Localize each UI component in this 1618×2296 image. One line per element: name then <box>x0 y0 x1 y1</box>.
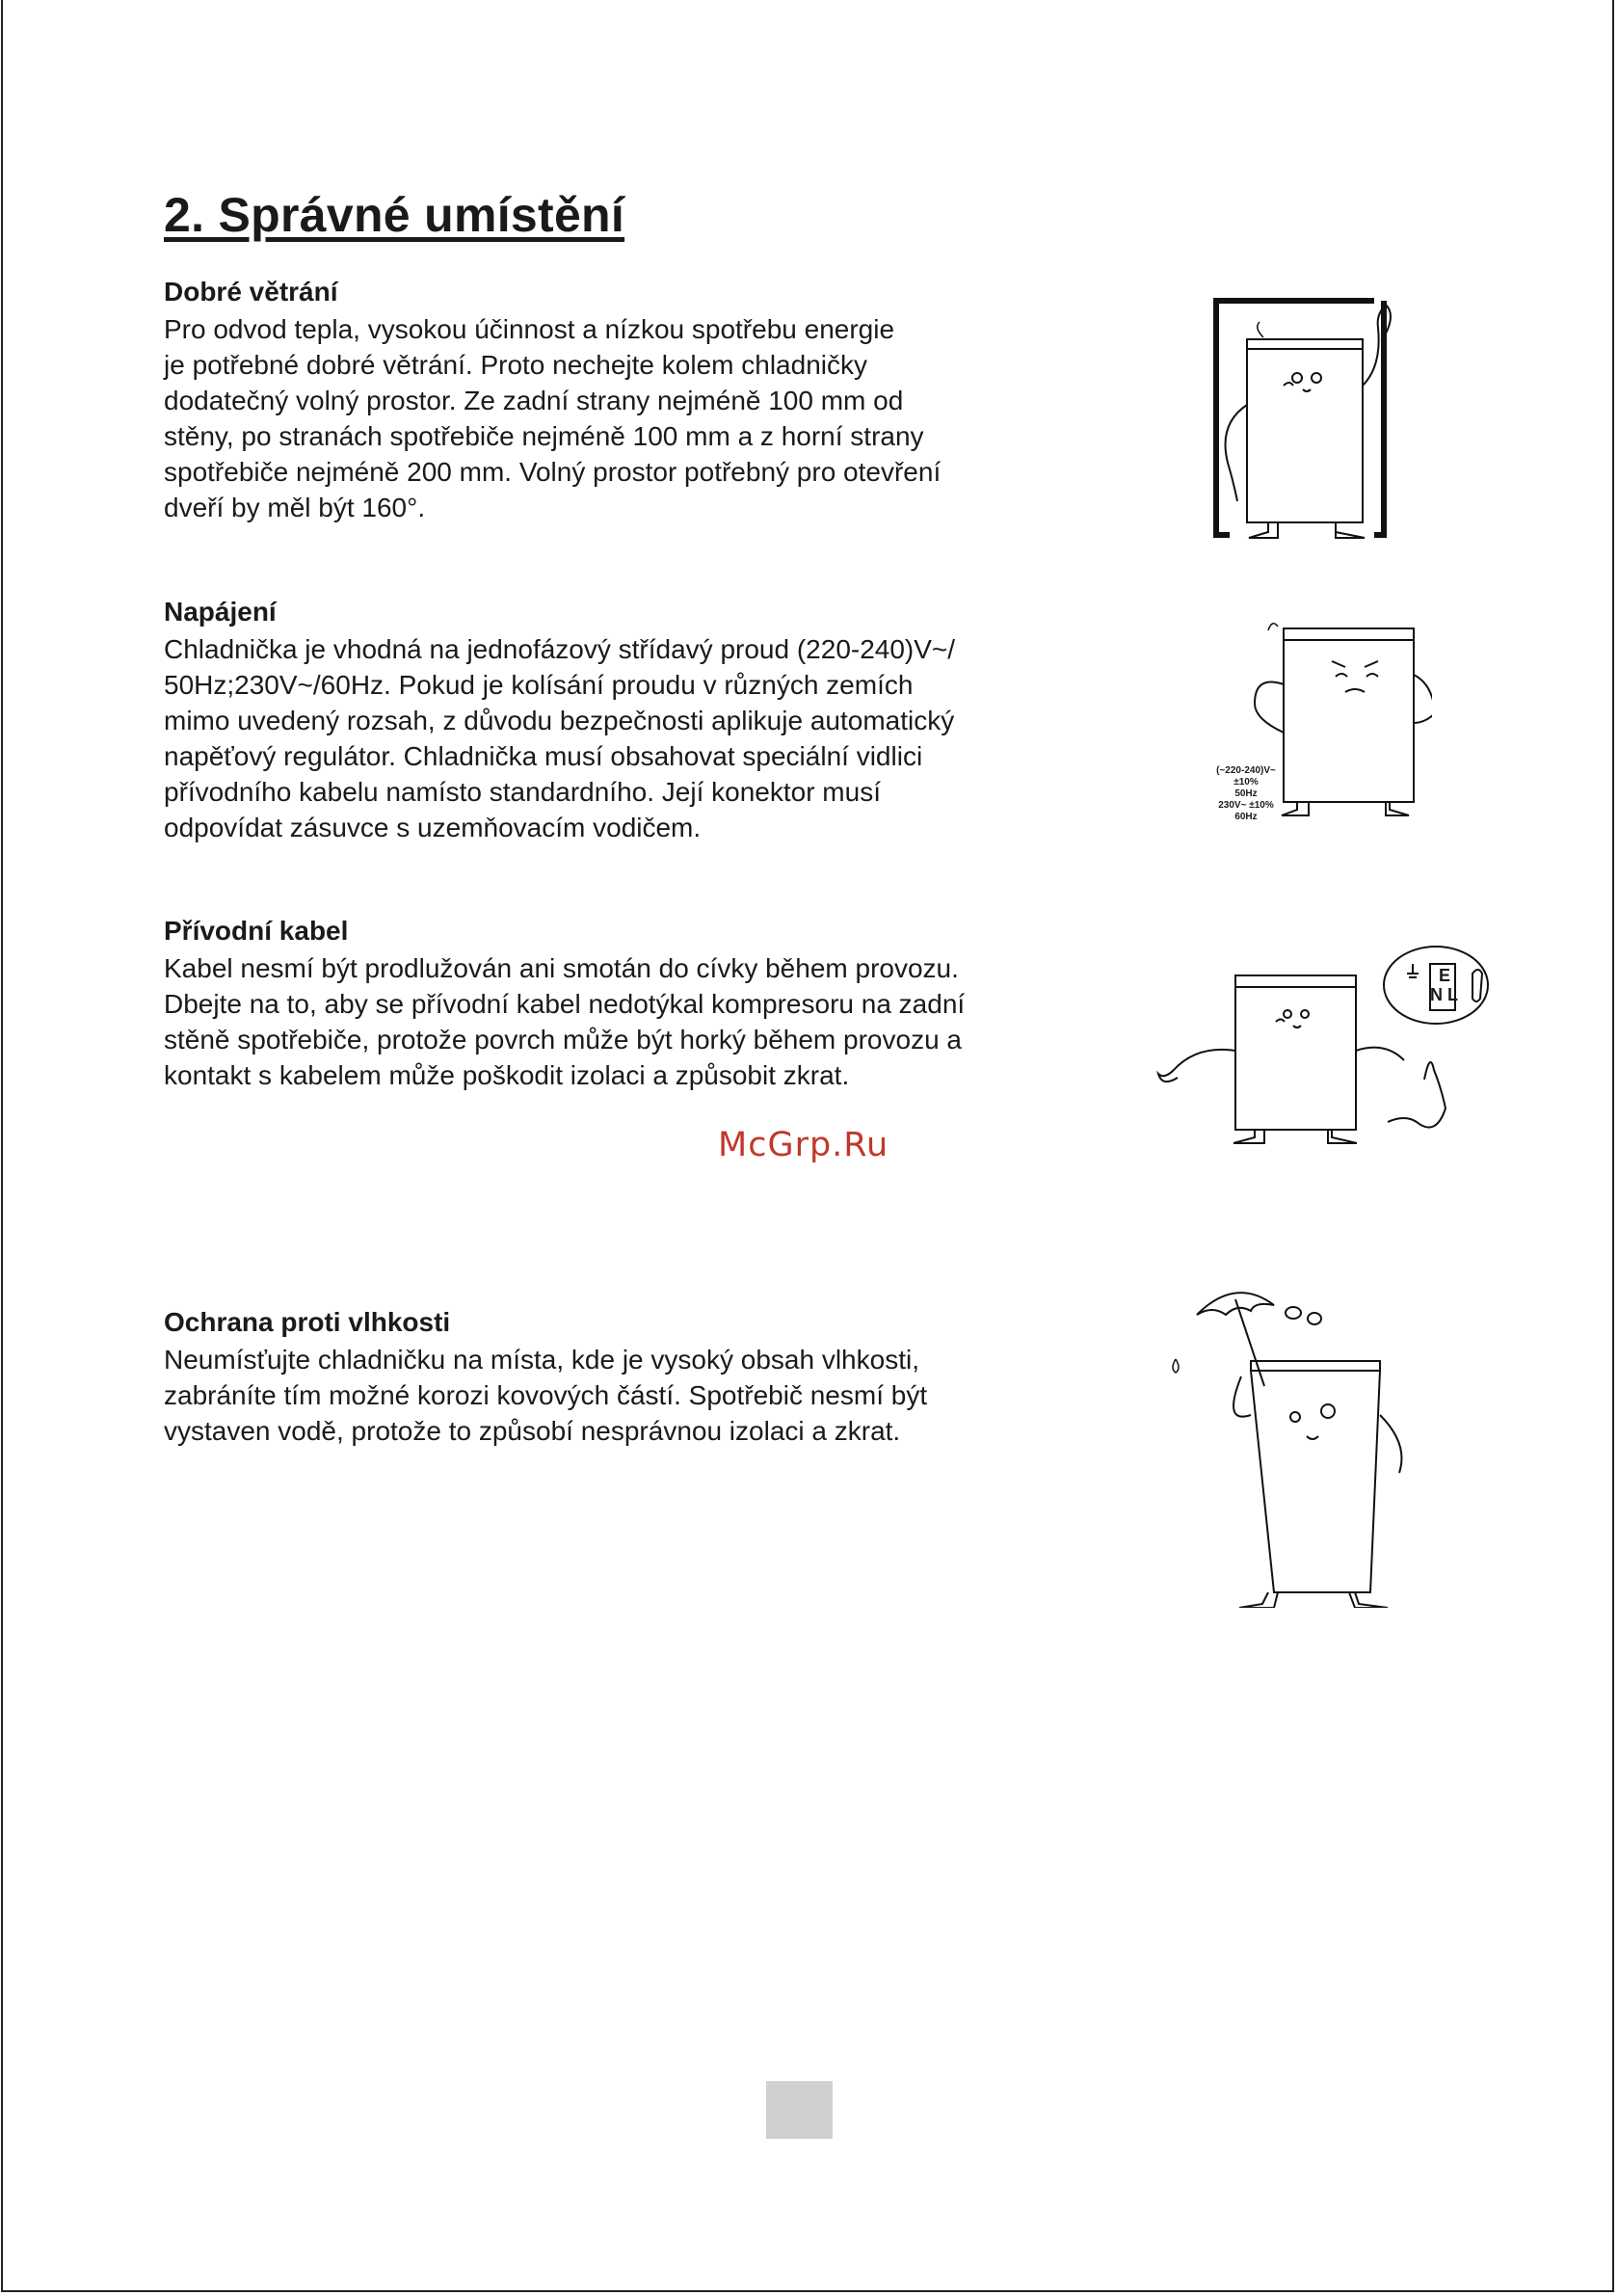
section-power-supply <box>164 597 1070 845</box>
section-humidity-protection <box>164 1307 1070 1449</box>
section-body: Chladnička je vhodná na jednofázový střídavý proud (220-240)V~/ 50Hz;230V~/60Hz. Pokud je kolísání proudu v různých zemích mimo uvedený rozsah, z důvodu bezpečnosti aplikuje automatický napěťový regulátor. Chladnička musí obsahovat speciální vidlici přívodního kabelu namísto standardního. Její konektor musí odpovídat zásuvce s uzemňovacím vodičem. <box>164 634 956 842</box>
section-body: Neumísťujte chladničku na místa, kde je vysoký obsah vlhkosti, zabráníte tím možné korozi kovových částí. Spotřebič nesmí být vystaven vodě, protože to způsobí nesprávnou izolaci a zkrat. <box>164 1345 928 1446</box>
section-heading: Ochrana proti vlhkosti <box>164 1307 451 1337</box>
plug-label-n: N <box>1430 985 1443 1004</box>
voltage-label: (~220-240)V~ ±10% 50Hz 230V~ ±10% 60Hz <box>1216 765 1276 822</box>
fridge-humidity-illustration <box>1162 1270 1432 1608</box>
section-body: Pro odvod tepla, vysokou účinnost a nízkou spotřebu energie je potřebné dobré větrání. Proto nechejte kolem chladničky dodatečný volný prostor. Ze zadní strany nejméně 100 mm od stěny, po stranách spotřebiče nejméně 100 mm a z horní strany spotřebiče nejméně 200 mm. Volný prostor potřebný pro otevření dveří by měl být 160°. <box>164 314 942 522</box>
fridge-ventilation-illustration <box>1210 289 1393 545</box>
watermark: McGrp.Ru <box>718 1126 889 1164</box>
section-heading: Dobré větrání <box>164 277 338 307</box>
page-number-box <box>766 2081 833 2139</box>
fridge-cable-illustration <box>1153 945 1490 1152</box>
section-heading: Přívodní kabel <box>164 916 349 946</box>
plug-label-e: E <box>1439 966 1451 985</box>
section-body: Kabel nesmí být prodlužován ani smotán do cívky během provozu. Dbejte na to, aby se přívodní kabel nedotýkal kompresoru na zadní stěně spotřebiče, protože povrch může být horký během provozu a kontakt s kabelem může poškodit izolaci a způsobit zkrat. <box>164 953 966 1090</box>
section-ventilation <box>164 277 1070 525</box>
section-power-cable <box>164 916 1070 1093</box>
fridge-power-illustration <box>1201 617 1432 839</box>
page-title: 2. Správné umístění <box>164 188 625 242</box>
plug-label-l: L <box>1447 985 1458 1004</box>
section-heading: Napájení <box>164 597 277 627</box>
